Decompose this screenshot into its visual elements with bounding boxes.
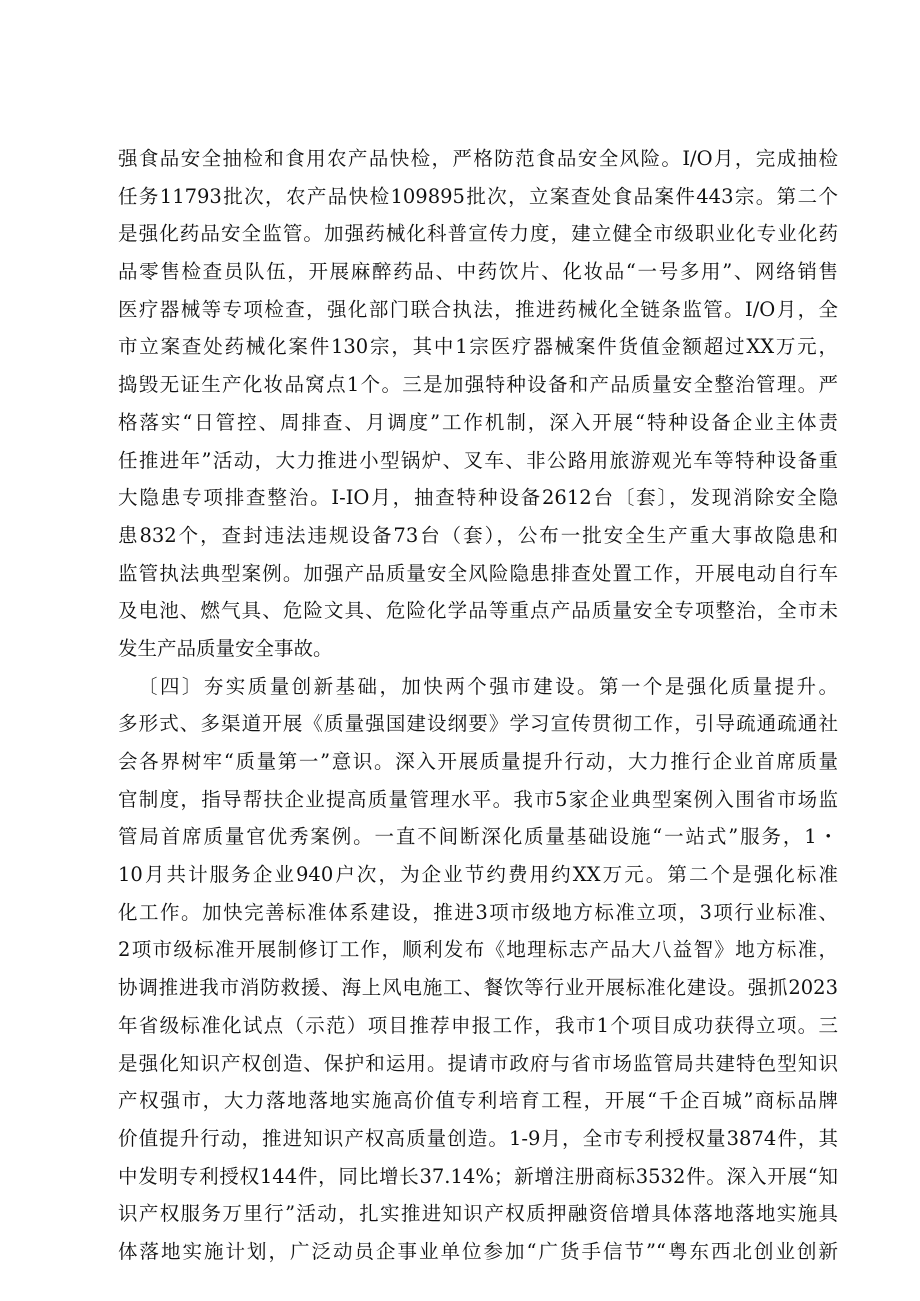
text-line: 管局首席质量官优秀案例。一直不间断深化质量基础设施“一站式”服务，1・ (118, 825, 838, 849)
body-text (118, 140, 838, 1271)
text-line: 强食品安全抽检和食用农产品快检，严格防范食品安全风险。I/O月，完成抽检 (118, 147, 838, 170)
text-line: 任务11793批次，农产品快检109895批次，立案查处食品案件443宗。第二个 (118, 184, 838, 208)
section-heading-line: 〔四〕夯实质量创新基础，加快两个强市建设。第一个是强化质量提升。 (138, 674, 838, 698)
text-line: 及电池、燃气具、危险文具、危险化学品等重点产品质量安全专项整治，全市未 (118, 599, 838, 623)
text-line: 中发明专利授权144件，同比增长37.14%；新增注册商标3532件。深入开展“知 (118, 1164, 838, 1188)
text-line: 大隐患专项排查整治。I-IO月，抽查特种设备2612台〔套〕，发现消除安全隐 (118, 486, 838, 510)
text-line: 是强化知识产权创造、保护和运用。提请市政府与省市场监管局共建特色型知识 (118, 1051, 838, 1075)
text-line: 协调推进我市消防救援、海上风电施工、餐饮等行业开展标准化建设。强抓2023 (118, 976, 838, 1000)
text-line: 监管执法典型案例。加强产品质量安全风险隐患排查处置工作，开展电动自行车 (118, 561, 838, 585)
text-line: 发生产品质量安全事故。 (118, 636, 333, 660)
text-line: 格落实“日管控、周排查、月调度”工作机制，深入开展“特种设备企业主体责 (118, 410, 838, 434)
text-line: 价值提升行动，推进知识产权高质量创造。1-9月，全市专利授权量3874件，其 (118, 1126, 838, 1150)
text-line: 医疗器械等专项检查，强化部门联合执法，推进药械化全链条监管。I/O月，全 (118, 297, 838, 321)
text-line: 年省级标准化试点（示范）项目推荐申报工作，我市1个项目成功获得立项。三 (118, 1013, 838, 1037)
text-line: 10月共计服务企业940户次，为企业节约费用约XX万元。第二个是强化标准 (118, 863, 838, 887)
text-line: 会各界树牢“质量第一”意识。深入开展质量提升行动，大力推行企业首席质量 (118, 750, 838, 773)
text-line: 任推进年”活动，大力推进小型锅炉、叉车、非公路用旅游观光车等特种设备重 (118, 448, 838, 472)
text-line: 体落地实施计划，广泛动员企事业单位参加“广货手信节”“粤东西北创业创新 (118, 1239, 838, 1263)
text-line: 产权强市，大力落地落地实施高价值专利培育工程，开展“千企百城”商标品牌 (118, 1089, 838, 1113)
text-line: 官制度，指导帮扶企业提高质量管理水平。我市5家企业典型案例入围省市场监 (118, 787, 838, 811)
text-line: 患832个，查封违法违规设备73台（套），公布一批安全生产重大事故隐患和 (118, 523, 838, 547)
text-line: 捣毁无证生产化妆品窝点1个。三是加强特种设备和产品质量安全整治管理。严 (118, 373, 838, 397)
text-line: 市立案查处药械化案件130宗，其中1宗医疗器械案件货值金额超过XX万元， (118, 335, 838, 359)
text-line: 识产权服务万里行”活动，扎实推进知识产权质押融资倍增具体落地落地实施具 (118, 1202, 838, 1226)
text-line: 多形式、多渠道开展《质量强国建设纲要》学习宣传贯彻工作，引导疏通疏通社 (118, 712, 838, 736)
text-line: 化工作。加快完善标准体系建设，推进3项市级地方标准立项，3项行业标准、 (118, 900, 838, 924)
text-line: 2项市级标准开展制修订工作，顺利发布《地理标志产品大八益智》地方标准， (118, 938, 838, 962)
text-line: 品零售检查员队伍，开展麻醉药品、中药饮片、化妆品“一号多用”、网络销售 (118, 260, 838, 284)
text-line: 是强化药品安全监管。加强药械化科普宣传力度，建立健全市级职业化专业化药 (118, 222, 838, 246)
